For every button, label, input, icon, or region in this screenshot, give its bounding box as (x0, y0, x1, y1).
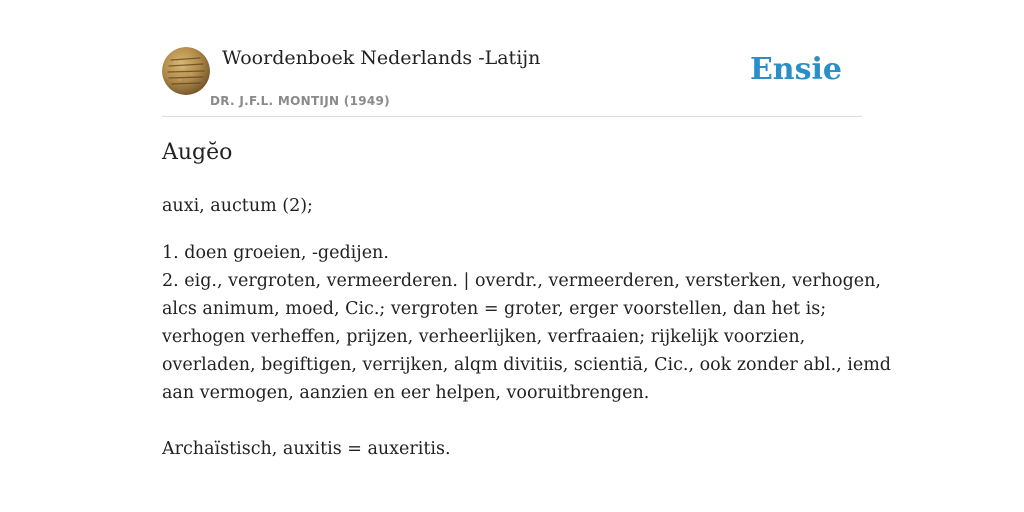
meaning-2-line: overladen, begiftigen, verrijken, alqm divitiis, scientiā, Cic., ook zonder abl., iemd (162, 355, 892, 375)
book-cover-thumbnail-icon[interactable] (162, 47, 210, 95)
meaning-1: 1. doen groeien, -gedijen. (162, 243, 389, 263)
meaning-2 (162, 267, 892, 407)
entry-headword: Augĕo (162, 140, 233, 165)
ensie-logo-link[interactable]: Ensie (749, 52, 842, 87)
book-author: DR. J.F.L. MONTIJN (1949) (210, 94, 390, 108)
meaning-2-line: aan vermogen, aanzien en eer helpen, vooruitbrengen. (162, 383, 650, 403)
book-title[interactable]: Woordenboek Nederlands -Latijn (222, 47, 541, 69)
meaning-2-line: verhogen verheffen, prijzen, verheerlijken, verfraaien; rijkelijk voorzien, (162, 327, 806, 347)
meaning-2-line: alcs animum, moed, Cic.; vergroten = groter, erger voorstellen, dan het is; (162, 299, 827, 319)
entry-note: Archaïstisch, auxitis = auxeritis. (162, 439, 451, 459)
entry-forms: auxi, auctum (2); (162, 196, 313, 216)
entry-header (162, 0, 862, 117)
meaning-2-line: 2. eig., vergroten, vermeerderen. | overdr., vermeerderen, versterken, verhogen, (162, 271, 881, 291)
dictionary-page (162, 0, 892, 459)
